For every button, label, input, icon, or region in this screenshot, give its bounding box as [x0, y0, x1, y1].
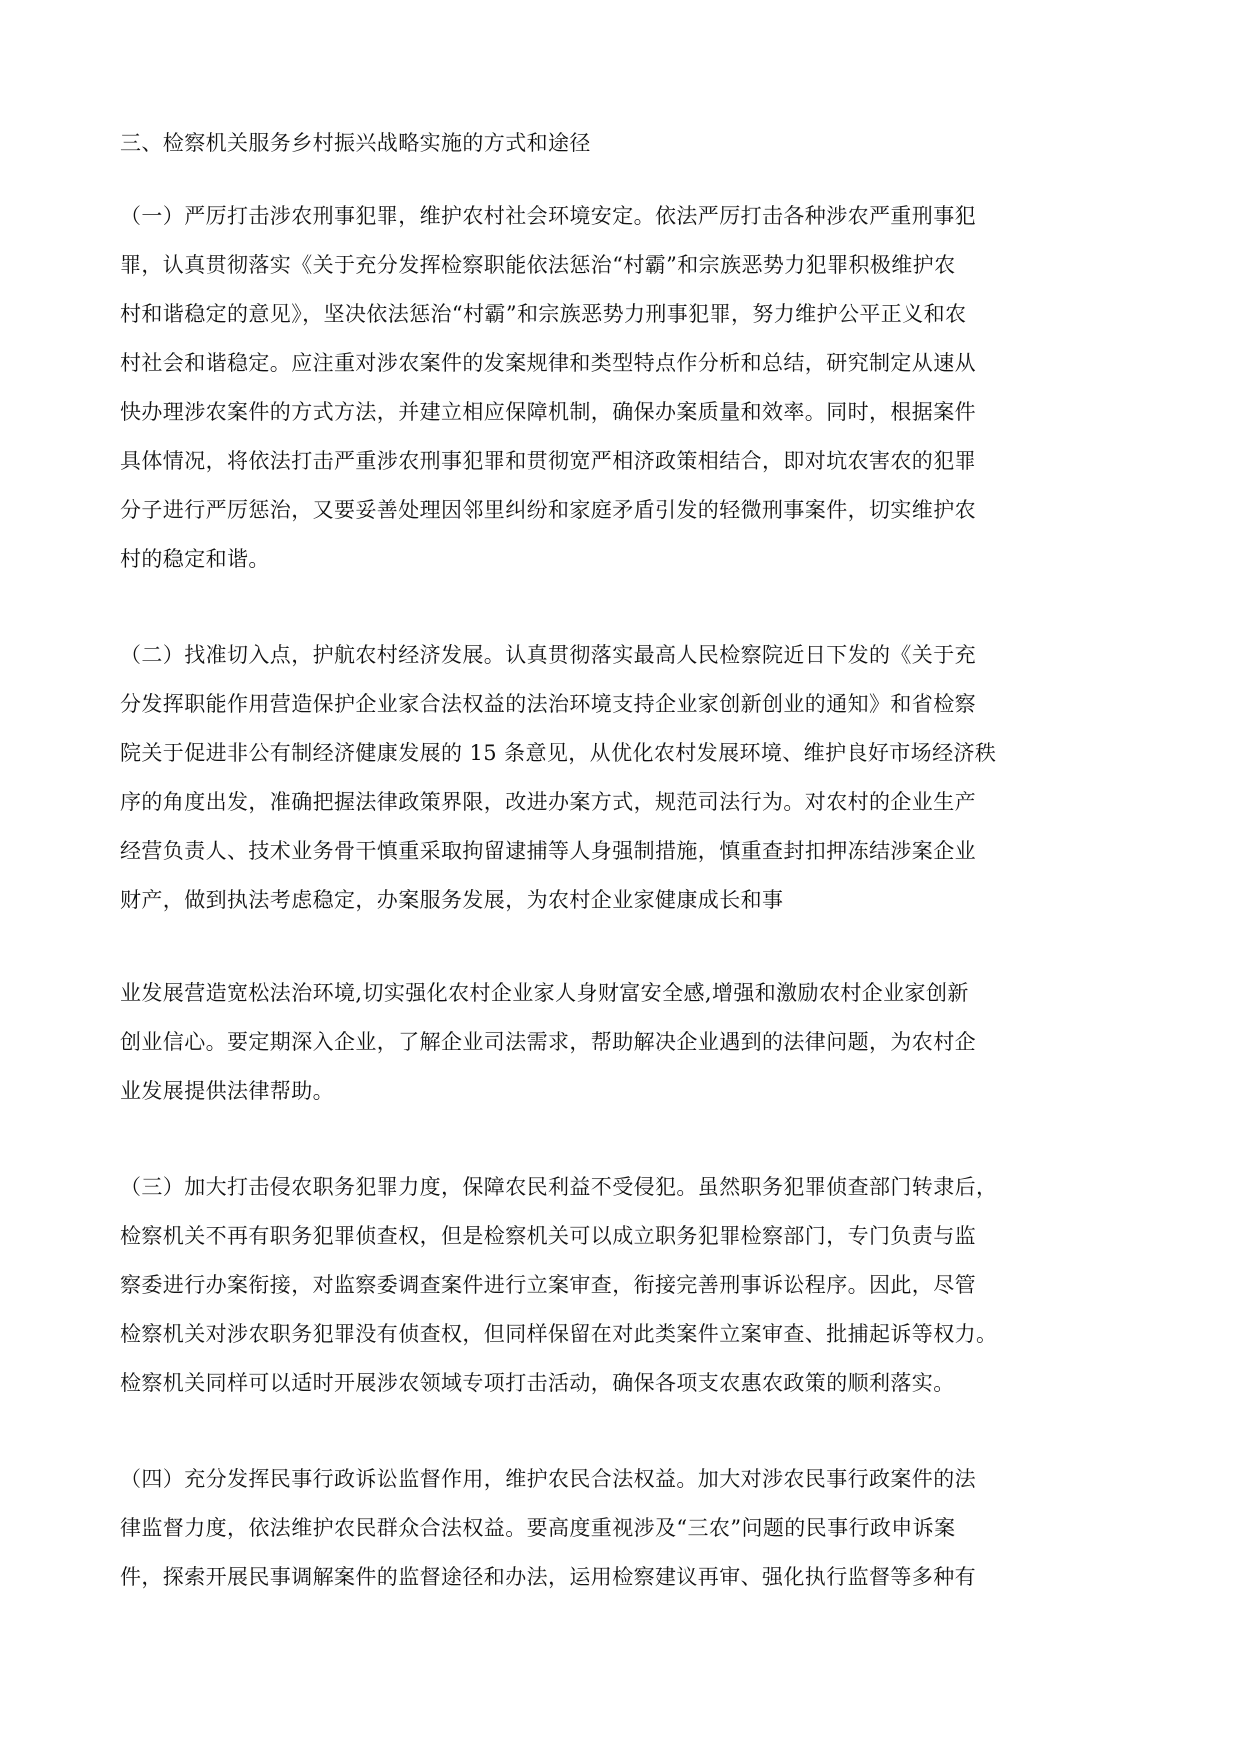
text-line: 检察机关对涉农职务犯罪没有侦查权，但同样保留在对此类案件立案审查、批捕起诉等权力。 [120, 1322, 998, 1346]
text-line: 序的角度出发，准确把握法律政策界限，改进办案方式，规范司法行为。对农村的企业生产 [120, 790, 976, 814]
text-line: 村社会和谐稳定。应注重对涉农案件的发案规律和类型特点作分析和总结，研究制定从速从 [120, 351, 976, 375]
text-line: 律监督力度，依法维护农民群众合法权益。要高度重视涉及“三农”问题的民事行政申诉案 [120, 1516, 956, 1540]
text-line: 业发展提供法律帮助。 [120, 1079, 334, 1103]
text-line: 件，探索开展民事调解案件的监督途径和办法，运用检察建议再审、强化执行监督等多种有 [120, 1565, 976, 1589]
text-line: 快办理涉农案件的方式方法，并建立相应保障机制，确保办案质量和效率。同时，根据案件 [120, 400, 976, 424]
text-line: 村的稳定和谐。 [120, 547, 270, 571]
text-line: 检察机关同样可以适时开展涉农领域专项打击活动，确保各项支农惠农政策的顺利落实。 [120, 1371, 955, 1395]
text-line: （二）找准切入点，护航农村经济发展。认真贯彻落实最高人民检察院近日下发的《关于充 [120, 643, 976, 667]
text-line: （一）严厉打击涉农刑事犯罪，维护农村社会环境安定。依法严厉打击各种涉农严重刑事犯 [120, 204, 976, 228]
text-line: 罪，认真贯彻落实《关于充分发挥检察职能依法惩治“村霸”和宗族恶势力犯罪积极维护农 [120, 253, 956, 277]
text-line: 分发挥职能作用营造保护企业家合法权益的法治环境支持企业家创新创业的通知》和省检察 [120, 692, 976, 716]
text-line: 具体情况，将依法打击严重涉农刑事犯罪和贯彻宽严相济政策相结合，即对坑农害农的犯罪 [120, 449, 976, 473]
text-line: 财产，做到执法考虑稳定，办案服务发展，为农村企业家健康成长和事 [120, 888, 784, 912]
text-line: 察委进行办案衔接，对监察委调查案件进行立案审查，衔接完善刑事诉讼程序。因此，尽管 [120, 1273, 976, 1297]
text-line: 经营负责人、技术业务骨干慎重采取拘留逮捕等人身强制措施，慎重查封扣押冻结涉案企业 [120, 839, 976, 863]
text-line: 村和谐稳定的意见》，坚决依法惩治“村霸”和宗族恶势力刑事犯罪，努力维护公平正义和农 [120, 302, 967, 326]
section-heading: 三、检察机关服务乡村振兴战略实施的方式和途径 [120, 131, 591, 155]
text-line: 分子进行严厉惩治，又要妥善处理因邻里纠纷和家庭矛盾引发的轻微刑事案件，切实维护农 [120, 498, 976, 522]
text-line: （四）充分发挥民事行政诉讼监督作用，维护农民合法权益。加大对涉农民事行政案件的法 [120, 1467, 976, 1491]
text-line: 检察机关不再有职务犯罪侦查权，但是检察机关可以成立职务犯罪检察部门，专门负责与监 [120, 1224, 976, 1248]
text-line: 院关于促进非公有制经济健康发展的 15 条意见，从优化农村发展环境、维护良好市场经济秩 [120, 741, 997, 765]
text-line: 创业信心。要定期深入企业，了解企业司法需求，帮助解决企业遇到的法律问题，为农村企 [120, 1030, 976, 1054]
text-line: 业发展营造宽松法治环境,切实强化农村企业家人身财富安全感,增强和激励农村企业家创新 [120, 981, 969, 1005]
text-line: （三）加大打击侵农职务犯罪力度，保障农民利益不受侵犯。虽然职务犯罪侦查部门转隶后， [120, 1175, 998, 1199]
